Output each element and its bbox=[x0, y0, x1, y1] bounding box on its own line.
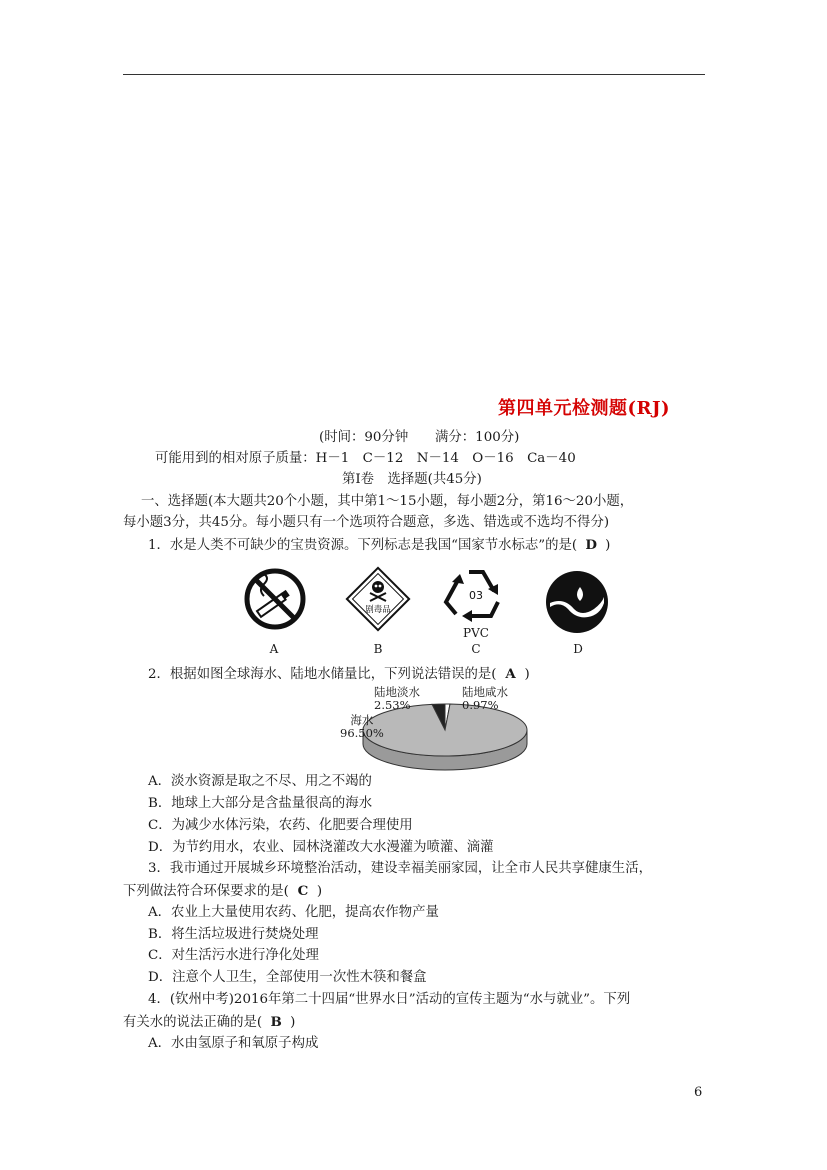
figure-label-c: C bbox=[471, 642, 481, 656]
atomic-mass-line: 可能用到的相对原子质量：H－1 C－12 N－14 O－16 Ca－40 bbox=[155, 451, 576, 466]
pie-label-sea-water bbox=[340, 714, 384, 740]
page-number: 6 bbox=[694, 1085, 703, 1100]
q3-option-b: B．将生活垃圾进行焚烧处理 bbox=[148, 927, 319, 942]
pie-category-fresh: 陆地淡水 bbox=[374, 685, 420, 699]
question-1-stem bbox=[148, 535, 610, 556]
pie-value-salt-land: 0.97% bbox=[462, 698, 499, 712]
poison-warning-icon bbox=[342, 563, 414, 635]
pie-label-fresh-water bbox=[374, 686, 420, 712]
q3-option-a: A．农业上大量使用农药、化肥，提高农作物产量 bbox=[148, 905, 439, 920]
question-stem-close: ) bbox=[524, 667, 530, 682]
question-4-stem-line-1: 4．(钦州中考)2016年第二十四届“世界水日”活动的宣传主题为“水与就业”。下列 bbox=[148, 992, 631, 1007]
figure-label-b: B bbox=[373, 642, 383, 656]
answer-mark: B bbox=[270, 1014, 282, 1030]
question-stem-text: 有关水的说法正确的是( bbox=[123, 1015, 263, 1030]
question-4-stem bbox=[123, 1012, 295, 1033]
recycle-number: 03 bbox=[469, 589, 483, 602]
q3-option-c: C．对生活污水进行净化处理 bbox=[148, 948, 319, 963]
answer-mark: C bbox=[297, 883, 309, 899]
header-rule bbox=[123, 74, 705, 75]
instructions-line-1: 一、选择题(本大题共20个小题，其中第1～15小题，每小题2分，第16～20小题， bbox=[141, 494, 634, 509]
poison-label: 剧毒品 bbox=[365, 605, 391, 615]
page-title: 第四单元检测题(RJ) bbox=[498, 398, 671, 419]
pvc-recycling-icon bbox=[436, 564, 516, 626]
answer-mark: A bbox=[505, 666, 516, 682]
question-stem-text: 下列做法符合环保要求的是( bbox=[123, 884, 289, 899]
q2-option-c: C．为减少水体污染，农药、化肥要合理使用 bbox=[148, 818, 413, 833]
answer-mark: D bbox=[585, 537, 597, 553]
question-stem-close: ) bbox=[316, 884, 323, 899]
question-stem-close: ) bbox=[290, 1015, 296, 1030]
question-stem-close: ) bbox=[605, 538, 611, 553]
pie-label-salt-land-water bbox=[462, 686, 508, 712]
pie-value-fresh: 2.53% bbox=[374, 698, 411, 712]
figure-label-a: A bbox=[269, 642, 279, 656]
question-2-stem bbox=[148, 664, 530, 685]
no-smoking-icon bbox=[242, 566, 308, 632]
pie-value-sea: 96.50% bbox=[340, 726, 384, 740]
question-3-stem-line-1: 3．我市通过开展城乡环境整治活动，建设幸福美丽家园，让全市人民共享健康生活， bbox=[148, 861, 652, 876]
figure-label-d: D bbox=[573, 642, 583, 656]
recycle-caption: PVC bbox=[463, 626, 489, 640]
time-score-line: (时间：90分钟 满分：100分) bbox=[319, 430, 520, 445]
q2-option-a: A．淡水资源是取之不尽、用之不竭的 bbox=[148, 774, 372, 789]
question-stem-text: 2．根据如图全球海水、陆地水储量比，下列说法错误的是( bbox=[148, 667, 497, 682]
question-stem-text: 1．水是人类不可缺少的宝贵资源。下列标志是我国“国家节水标志”的是( bbox=[148, 538, 578, 553]
q3-option-d: D．注意个人卫生，全部使用一次性木筷和餐盒 bbox=[148, 970, 427, 985]
pie-category-sea: 海水 bbox=[350, 713, 374, 727]
water-saving-icon bbox=[544, 569, 610, 635]
q2-option-b: B．地球上大部分是含盐量很高的海水 bbox=[148, 796, 373, 811]
section-heading: 第Ⅰ卷 选择题(共45分) bbox=[342, 472, 482, 487]
q2-option-d: D．为节约用水，农业、园林浇灌改大水漫灌为喷灌、滴灌 bbox=[148, 840, 494, 855]
question-3-stem bbox=[123, 881, 322, 902]
instructions-line-2: 每小题3分，共45分。每小题只有一个选项符合题意，多选、错选或不选均不得分) bbox=[123, 515, 610, 530]
q4-option-a: A．水由氢原子和氧原子构成 bbox=[148, 1036, 319, 1051]
pie-category-salt-land: 陆地咸水 bbox=[462, 685, 508, 699]
